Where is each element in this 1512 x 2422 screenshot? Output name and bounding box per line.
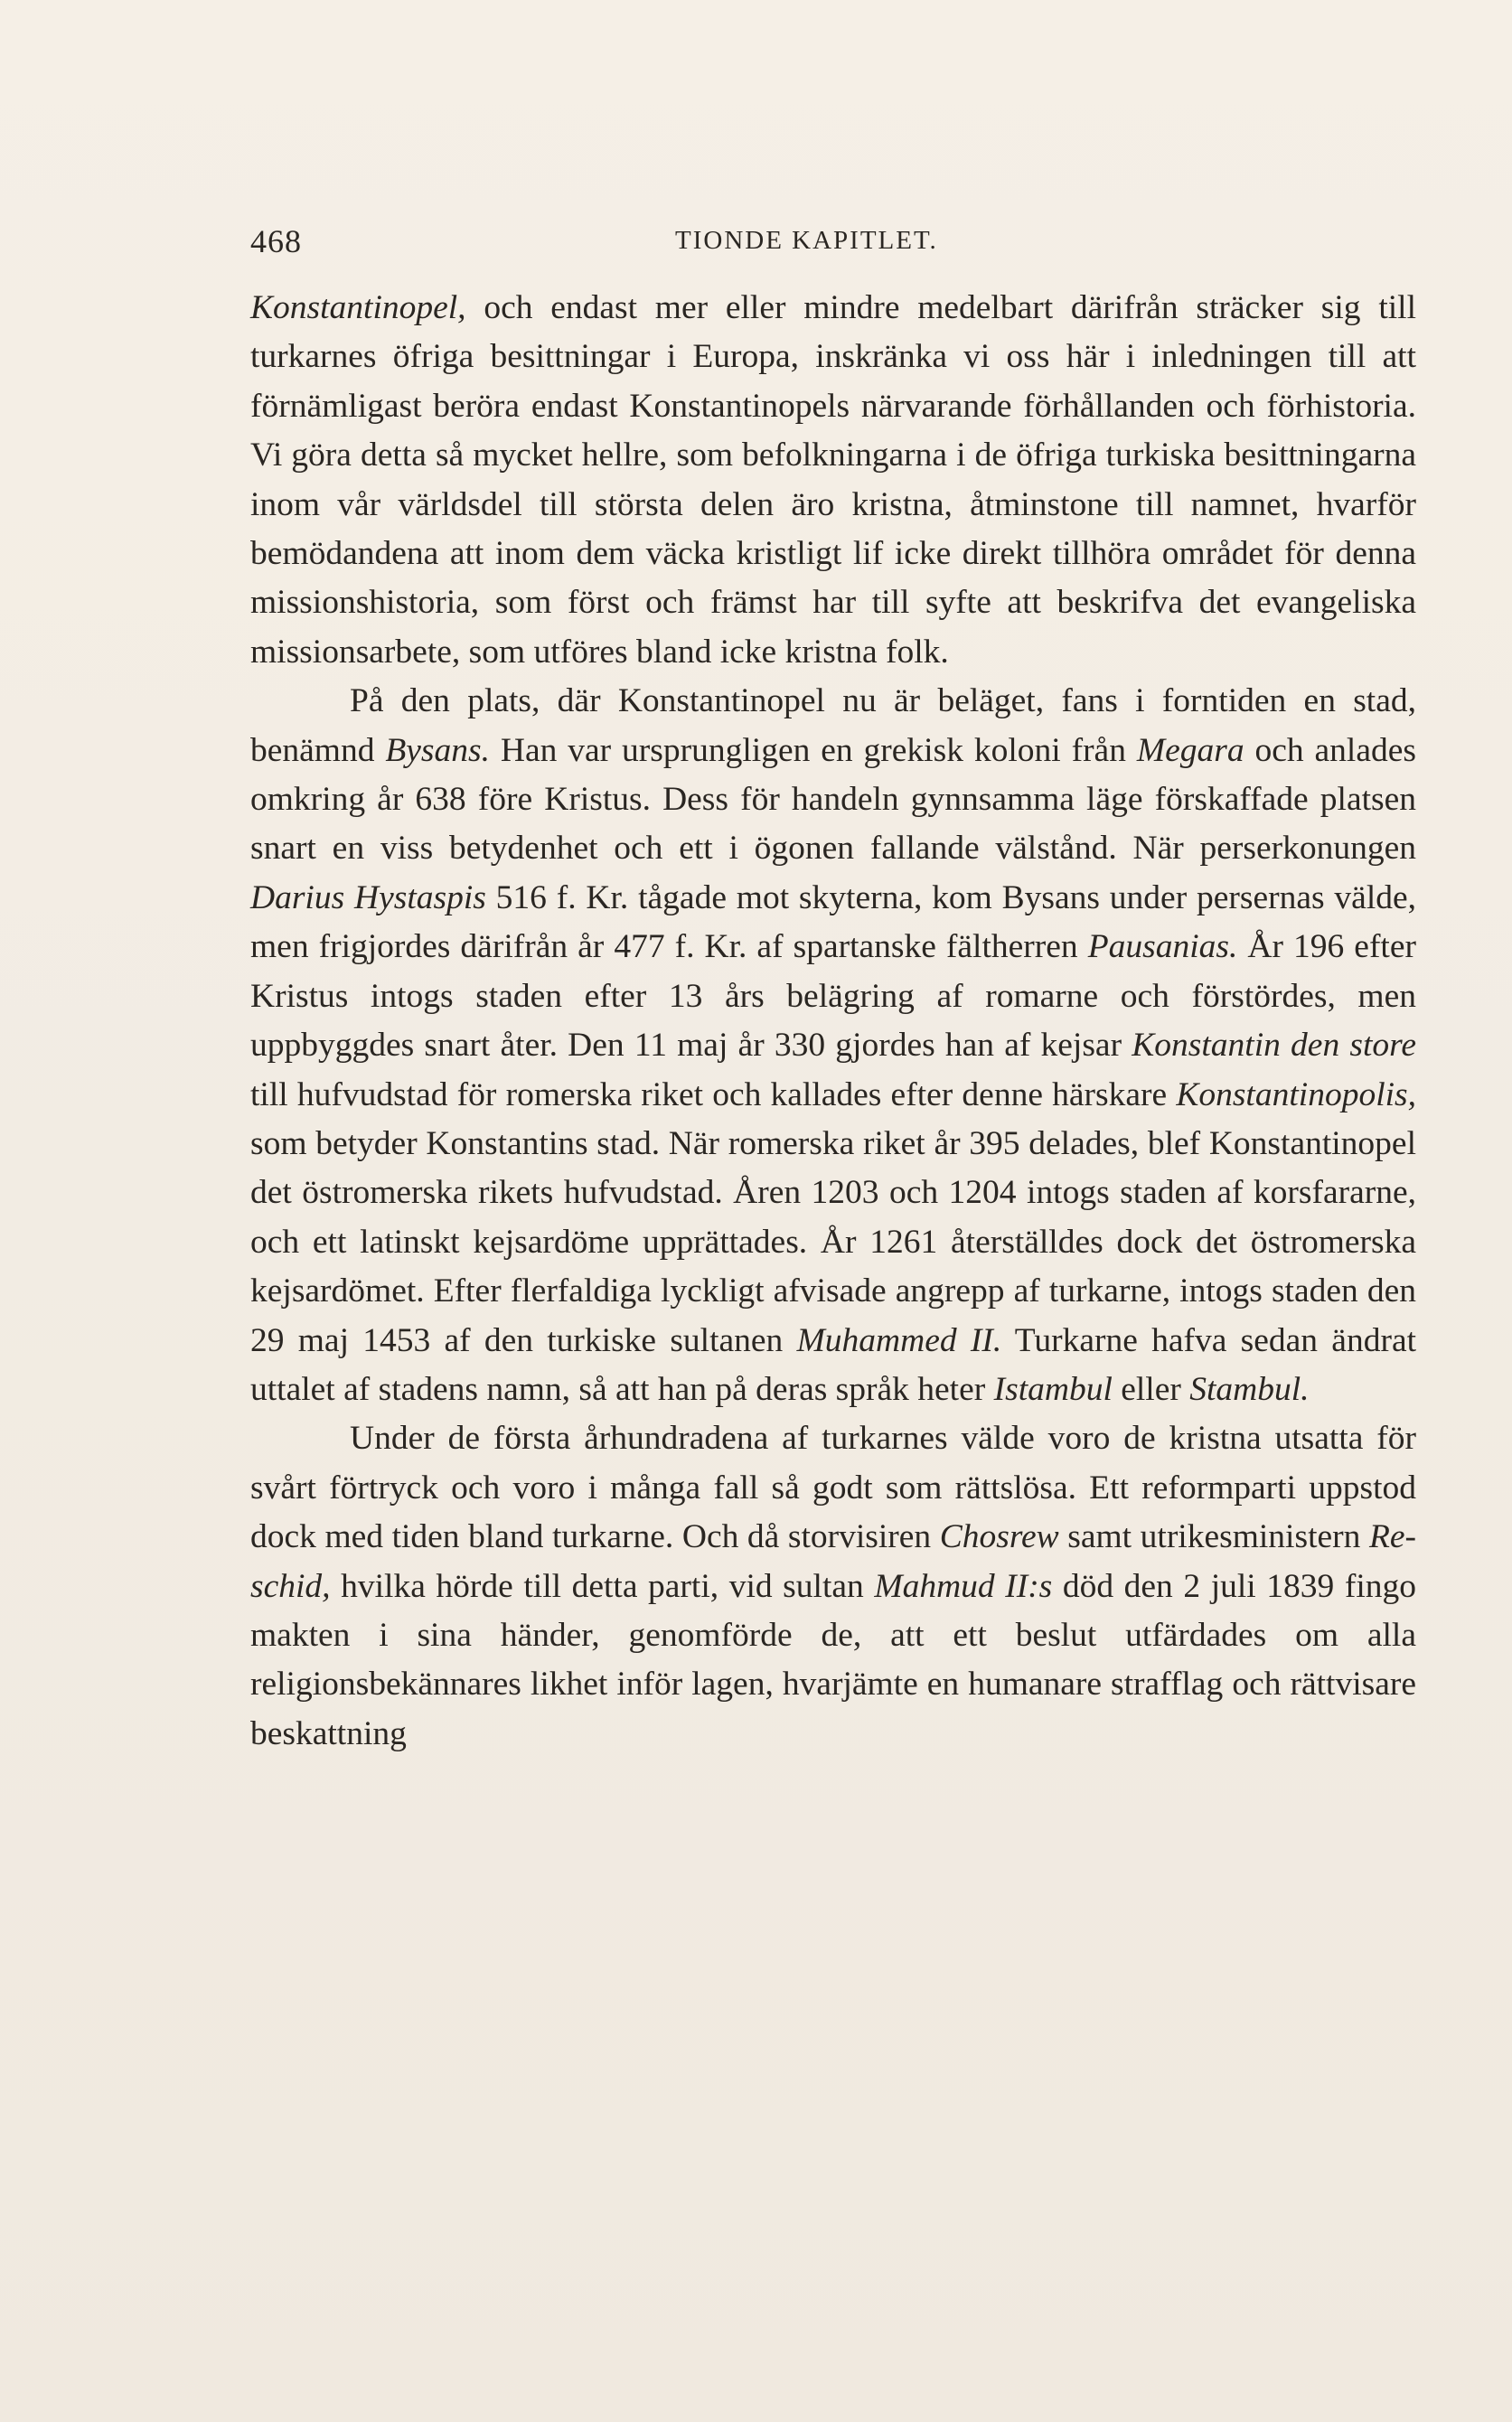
text-run: samt utrikesministern bbox=[1058, 1518, 1369, 1556]
text-run: till hufvudstad för romerska riket och kallades efter denne härskare bbox=[250, 1075, 1177, 1113]
page-number: 468 bbox=[250, 223, 302, 259]
body-text bbox=[250, 284, 1416, 1759]
text-run: som betyder Konstantins stad. När romerska riket år 395 delades, blef Konstantinopel det östromerska rikets hufvudstad. Åren 1203 och 1204 intogs staden af korsfararne, och ett latinskt kejsardöme upprättades. År 1261 återställdes dock det östromerska kejsardömet. Efter flerfaldiga lyckligt afvisade angrepp af turkarne, intogs staden den 29 maj 1453 af den turkiske sultanen bbox=[250, 1124, 1416, 1359]
italic-text: Pausanias. bbox=[1087, 928, 1238, 966]
italic-text: Istambul bbox=[993, 1370, 1113, 1408]
text-run: och endast mer eller mindre medelbart därifrån sträcker sig till turkarnes öfriga besittningar i Europa, inskränka vi oss här i inledningen till att förnämligast beröra endast Konstantinopels närvarande förhållanden och förhistoria. Vi göra detta så mycket hellre, som befolkningarna i de öfriga turkiska besittningarna inom vår världsdel till största delen äro kristna, åtminstone till namnet, hvarför bemödandena att inom dem väcka kristligt lif icke direkt tillhöra området för denna missionshistoria, som först och främst har till syfte att beskrifva det evangeliska missionsarbete, som utföres bland icke kristna folk. bbox=[250, 289, 1416, 671]
running-head: TIONDE KAPITLET. bbox=[675, 226, 938, 255]
italic-text: Chosrew bbox=[939, 1518, 1059, 1556]
text-run: Turkarne hafva sedan ändrat uttalet af stadens namn, så att han på deras språk heter bbox=[250, 1321, 1417, 1408]
italic-text: Stambul. bbox=[1189, 1370, 1310, 1408]
text-run: hvilka hörde till detta parti, vid sultan bbox=[330, 1567, 875, 1605]
italic-text: Konstantin den store bbox=[1132, 1027, 1416, 1065]
text-run: död den 2 juli 1839 fingo makten i sina händer, genomförde de, att ett beslut utfärdades om alla religionsbekännares likhet inför lagen, hvarjämte en humanare strafflag och rättvisare beskattning bbox=[250, 1567, 1416, 1752]
page-header bbox=[250, 222, 1416, 268]
italic-text: Bysans. bbox=[385, 731, 490, 769]
italic-text: Reschid, bbox=[250, 1518, 1416, 1605]
text-run: År 196 efter Kristus intogs staden efter 13 års belägring af romarne och förstördes, men uppbyggdes snart åter. Den 11 maj år 330 gjordes han af kejsar bbox=[250, 928, 1416, 1065]
italic-text: Konstantinopolis, bbox=[1176, 1075, 1416, 1113]
paragraph bbox=[250, 677, 1416, 1414]
italic-text: Muhammed II. bbox=[796, 1321, 1002, 1359]
text-run: 516 f. Kr. tågade mot skyterna, kom Bysans under persernas välde, men frigjordes därifrån år 477 f. Kr. af spartanske fältherren bbox=[250, 878, 1417, 966]
text-run: Under de första århundradena af turkarnes välde voro de kristna utsatta för svårt förtryck och voro i många fall så godt som rättslösa. Ett reformparti uppstod dock med tiden bland turkarne. Och då storvisiren bbox=[250, 1420, 1416, 1556]
italic-text: Mahmud II:s bbox=[874, 1567, 1053, 1605]
text-run: eller bbox=[1112, 1370, 1190, 1408]
text-run: och anlades omkring år 638 före Kristus. Dess för handeln gynnsamma läge förskaffade platsen snart en viss betydenhet och ett i ögonen fallande välstånd. När perserkonungen bbox=[250, 731, 1416, 868]
italic-text: Konstantinopel, bbox=[250, 289, 466, 326]
italic-text: Megara bbox=[1136, 731, 1244, 769]
text-run: Han var ursprungligen en grekisk koloni från bbox=[489, 731, 1137, 769]
paragraph bbox=[250, 284, 1416, 677]
paragraph bbox=[250, 1414, 1416, 1759]
text-run: På den plats, där Konstantinopel nu är beläget, fans i forntiden en stad, benämnd bbox=[250, 682, 1416, 769]
italic-text: Darius Hystaspis bbox=[250, 878, 486, 916]
